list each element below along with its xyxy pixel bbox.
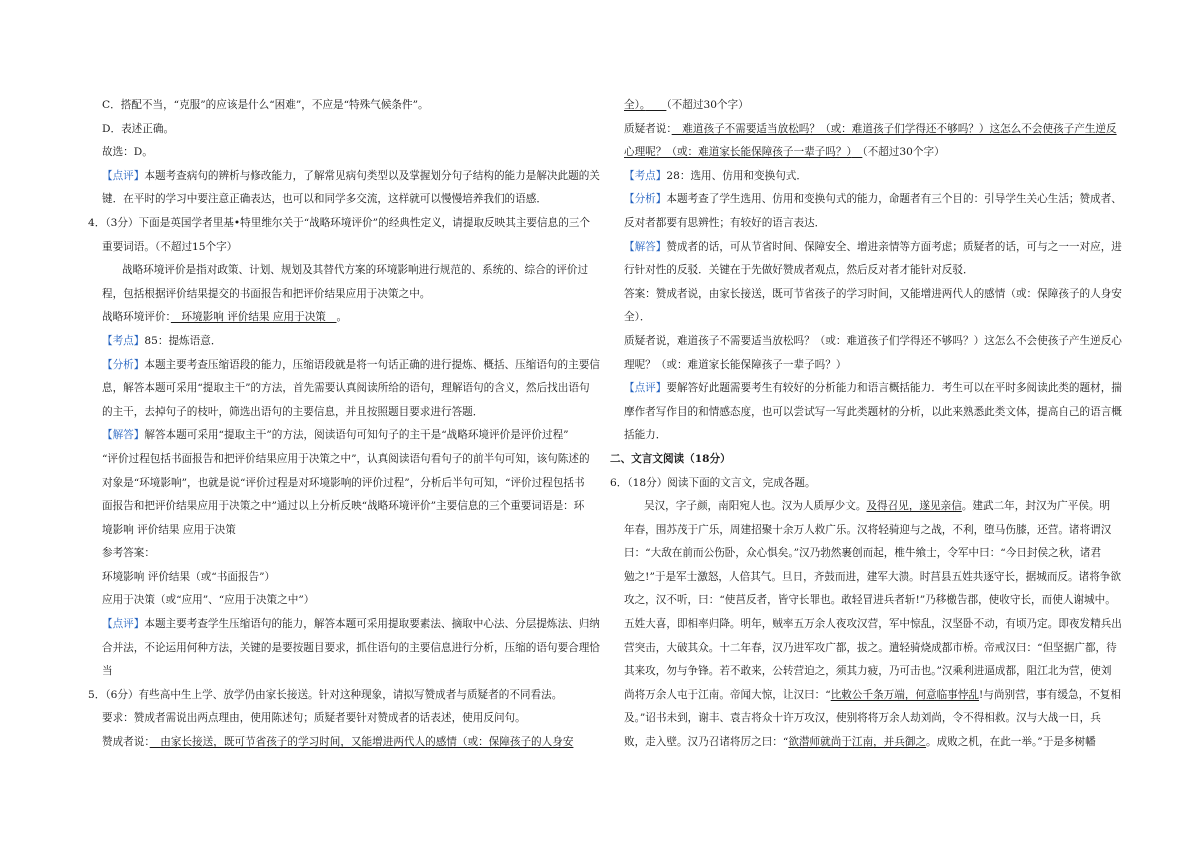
text-line: D．表述正确。 [102,122,175,135]
tag-dianping: 【点评】 [624,382,667,395]
answer-line [610,141,1120,165]
text-line: 行针对性的反驳．关键在于先做好赞成者观点，然后反对者才能针对反驳． [624,264,974,277]
text-line: 全）． [624,311,651,324]
text-line: 质疑者说，难道孩子不需要适当放松吗？（或：难道孩子们学得还不够吗？）这怎么不会使孩子产生逆反心 [624,334,1122,347]
text-span: 败，走入壁。汉乃召诸将厉之曰：“ [624,736,789,749]
tag-fenxi: 【分析】 [102,358,145,371]
text-span: （不超过30个字） [862,146,945,159]
text-line: 环境影响 评价结果（或“书面报告”） [102,570,276,583]
answer-line [88,731,592,755]
answer-line [610,94,1120,118]
text-line: “评价过程包括书面报告和把评价结果应用于决策之中”，认真阅读语句看句子的前半句可知，该句陈述的 [102,452,590,465]
text-line: 键．在平时的学习中要注意正确表达，也可以和同学多交流，这样就可以慢慢培养我们的语感． [102,193,547,206]
kaodian-line [88,330,592,354]
text-span: 赞成者说： [102,736,150,749]
text-span: 质疑者说： [624,122,672,135]
text-line: C．搭配不当，“克服”的应该是什么“困难”，不应是“特殊气候条件”。 [102,99,429,111]
text-line: 参考答案： [102,547,155,560]
text-line: 合并法，不论运用何种方法，关键的是要按题目要求，抓住语句的主要信息进行分析，压缩的语句要合理恰 [102,641,600,654]
underlined-sentence: 及得召见，遂见亲信 [866,500,962,513]
answer-line [88,306,592,330]
commentary-line [88,165,600,189]
passage-line: 年春，围苏茂于广乐，周建招聚十余万人救广乐。汉将轻骑迎与之战，不利，堕马伤膝，还营。诸将谓汉 [624,523,1112,536]
tag-fenxi: 【分析】 [624,193,667,206]
answer-underline: 由家长接送，既可节省孩子的学习时间，又能增进两代人的感情（或：保障孩子的人身安 [149,736,574,749]
text-line: 反对者都要有思辨性；有较好的语言表达． [624,216,826,229]
text-line: 的主干，去掉句子的枝叶，筛选出语句的主要信息，并且按照题目要求进行答题． [102,405,484,418]
text-span: 28：选用、仿用和变换句式． [666,169,807,182]
text-span: 85：提炼语意． [144,334,222,347]
left-column [88,94,600,755]
text-span: 本题主要考查学生压缩语句的能力，解答本题可采用提取要素法、摘取中心法、分层提炼法、归纳 [144,618,600,631]
passage-line: 营突击，大破其众。十二年春，汉乃进军攻广都，拔之。遣轻骑烧成都市桥。帝戒汉曰：“但坚据广都，待 [624,641,1117,654]
tag-kaodian: 【考点】 [624,169,667,182]
text-line: 答案：赞成者说，由家长接送，既可节省孩子的学习时间，又能增进两代人的感情（或：保障孩子的人身安 [624,287,1122,300]
text-line: 要求：赞成者需说出两点理由，使用陈述句；质疑者要针对赞成者的话表述，使用反问句。 [102,712,526,725]
text-line: 理呢？（或：难道家长能保障孩子一辈子吗？） [624,358,847,371]
answer-underline: 心理呢？（或：难道家长能保障孩子一辈子吗？） [624,146,852,159]
text-span: 本题主要考查压缩语段的能力，压缩语段就是将一句话正确的进行提炼、概括、压缩语句的主要信 [144,358,600,371]
passage-line: 程，包括根据评价结果提交的书面报告和把评价结果应用于决策之中。 [102,287,431,300]
tag-dianping: 【点评】 [102,169,145,182]
text-line: 对象是“环境影响”，也就是说“评价过程是对环境影响的评价过程”，分析后半句可知，“评价过程包括书 [102,476,585,489]
text-line: 面报告和把评价结果应用于决策之中”通过以上分析反映“战略环境评价”主要信息的三个重要词语是：环 [102,500,585,513]
text-line: 重要词语。（不超过15个字） [102,240,238,253]
tag-dianping: 【点评】 [102,618,145,631]
passage-line: 勉之!”于是军士激怒，人倍其气。旦日，齐鼓而进，建军大溃。时莒县五姓共逐守长，据城而反。诸将争欲 [624,570,1121,583]
blank-underline [645,99,666,111]
text-line: 息，解答本题可采用“提取主干”的方法，首先需要认真阅读所给的语句，理解语句的含义，然后找出语句 [102,382,590,395]
passage-line: 其来攻，勿与争锋。若不敢来，公转营迫之，须其力疲，乃可击也。”汉乘利进逼成都，阻江北为营，使刘 [624,665,1112,678]
text-line: 应用于决策（或“应用”、“应用于决策之中”） [102,594,315,607]
text-span: 。 [336,311,348,324]
text-span: 。成败之机，在此一举。”于是多树幡 [926,736,1096,749]
passage-line: 曰：“大敌在前而公伤卧，众心惧矣。”汉乃勃然裹创而起，椎牛飨士，令军中曰：“今日封侯之秋，诸君 [624,547,1102,560]
text-line: 当 [102,665,113,678]
dianping-line [610,377,1120,401]
tag-kaodian: 【考点】 [102,334,145,347]
underlined-sentence: 比敕公千条万端，何意临事悖乱 [830,688,980,701]
text-span: 本题考查了学生选用、仿用和变换句式的能力，命题者有三个目的：引导学生关心生活；赞成者、 [666,193,1122,206]
text-line: 故选：D。 [102,146,153,159]
text-span: 本题考查病句的辨析与修改能力，了解常见病句类型以及掌握划分句子结构的能力是解决此题的关 [144,169,600,182]
text-span: 尚将万余人屯于江南。帝闻大惊，让汉曰：“ [624,688,831,701]
text-span: 战略环境评价： [102,311,171,324]
fenxi-line [610,188,1120,212]
text-span: 吴汉，字子颜，南阳宛人也。汉为人质厚少文。 [644,500,867,513]
passage-line [610,731,1120,755]
text-span: 解答本题可采用“提取主干”的方法，阅读语句可知句子的主干是“战略环境评价是评价过程” [144,429,569,442]
right-column [610,94,1120,755]
answer-line [610,118,1120,142]
question-6-stem: 6．（18分）阅读下面的文言文，完成各题。 [610,476,816,489]
text-line: 摩作者写作目的和情感态度，也可以尝试写一写此类题材的分析，以此来熟悉此类文体，提高自己的语言概 [624,405,1122,418]
answer-underline: 全）。 [624,99,646,111]
question-4-stem: 4．（3分）下面是英国学者里基•特里维尔关于“战略环境评价”的经典性定义，请提取反映其主要信息的三个 [88,216,590,229]
passage-line: 五姓大喜，即相率归降。明年，贼率五万余人夜攻汉营，军中惊乱，汉坚卧不动，有顷乃定。即夜发精兵出 [624,618,1122,631]
text-span: !与尚别营，事有缓急，不复相 [979,688,1121,701]
answer-underline: 难道孩子不需要适当放松吗？（或：难道孩子们学得还不够吗？）这怎么不会使孩子产生逆反 [671,122,1117,135]
fenxi-line [88,354,600,378]
tag-jieda: 【解答】 [624,240,667,253]
passage-line [610,684,1120,708]
jieda-line [88,424,592,448]
passage-line: 及。”诏书未到，谢丰、袁吉将众十许万攻汉，使别将将万余人劫刘尚，令不得相救。汉与大战一日，兵 [624,712,1101,725]
question-5-stem: 5．（6分）有些高中生上学、放学仍由家长接送。针对这种现象，请拟写赞成者与质疑者的不同看法。 [88,688,563,701]
passage-line: 战略环境评价是指对政策、计划、规划及其替代方案的环境影响进行规范的、系统的、综合的评价过 [122,264,589,277]
kaodian-line [610,165,1120,189]
text-span: 。建武二年，封汉为广平侯。明 [961,500,1111,513]
text-span: 赞成者的话，可从节省时间、保障安全、增进亲情等方面考虑；质疑者的话，可与之一一对应，进 [666,240,1122,253]
jieda-line [610,236,1120,260]
blank-underline [852,146,863,158]
text-span: 要解答好此题需要考生有较好的分析能力和语言概括能力．考生可以在平时多阅读此类的题材，揣 [666,382,1122,395]
dianping-line [88,613,600,637]
answer-underline: 环境影响 评价结果 应用于决策 [170,311,337,324]
underlined-sentence: 欲潜师就尚于江南，并兵御之 [788,736,927,749]
passage-line: 攻之，汉不听，曰：“使莒反者，皆守长罪也。敢轻冒进兵者斩!”乃移檄告郡，使收守长，而使人谢城中。 [624,594,1116,607]
text-span: （不超过30个字） [666,99,749,111]
tag-jieda: 【解答】 [102,429,145,442]
passage-line [610,495,1120,519]
text-line: 境影响 评价结果 应用于决策 [102,523,236,536]
text-line: 括能力． [624,429,667,442]
section-heading: 二、文言文阅读（18分） [610,452,731,465]
